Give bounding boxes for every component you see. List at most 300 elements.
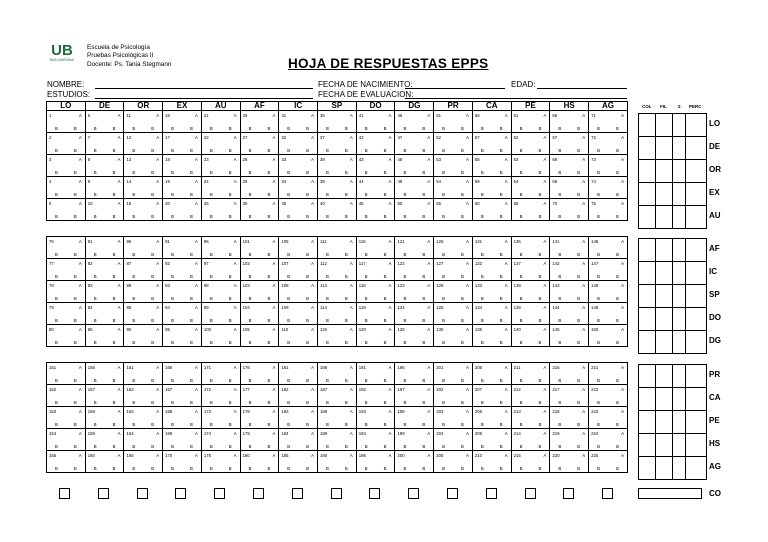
option-b[interactable]: B — [597, 466, 600, 471]
score-cell[interactable] — [686, 331, 707, 354]
score-cell[interactable] — [673, 114, 686, 137]
option-b[interactable]: B — [190, 422, 193, 427]
option-b[interactable]: B — [306, 378, 310, 383]
option-a[interactable]: A — [427, 113, 431, 118]
option-b[interactable]: B — [519, 422, 523, 427]
option-b[interactable]: B — [93, 444, 97, 449]
answer-cell[interactable] — [47, 363, 86, 385]
option-a[interactable]: A — [117, 283, 121, 288]
option-b[interactable]: B — [558, 274, 562, 279]
answer-cell[interactable] — [511, 451, 550, 473]
option-b[interactable]: B — [577, 126, 581, 131]
option-a[interactable]: A — [427, 283, 431, 288]
option-a[interactable]: A — [156, 365, 160, 370]
option-b[interactable]: B — [616, 148, 619, 153]
option-b[interactable]: B — [209, 214, 213, 219]
option-a[interactable]: A — [156, 453, 160, 458]
option-a[interactable]: A — [388, 135, 392, 140]
option-b[interactable]: B — [93, 214, 97, 219]
option-a[interactable]: A — [388, 387, 392, 392]
option-a[interactable]: A — [195, 365, 198, 370]
option-a[interactable]: A — [466, 431, 469, 436]
option-b[interactable]: B — [403, 400, 407, 405]
option-b[interactable]: B — [616, 400, 619, 405]
option-b[interactable]: B — [267, 340, 271, 345]
answer-cell[interactable] — [472, 133, 511, 155]
answer-cell[interactable] — [511, 199, 550, 221]
option-b[interactable]: B — [93, 422, 97, 427]
option-b[interactable]: B — [306, 274, 310, 279]
option-a[interactable]: A — [233, 157, 237, 162]
answer-cell[interactable] — [201, 199, 240, 221]
score-cell[interactable] — [639, 331, 656, 354]
option-a[interactable]: A — [311, 201, 315, 206]
answer-cell[interactable] — [47, 199, 86, 221]
score-cell[interactable] — [686, 239, 707, 262]
answer-cell[interactable] — [279, 259, 318, 281]
answer-cell[interactable] — [318, 155, 357, 177]
option-b[interactable]: B — [461, 192, 464, 197]
answer-cell[interactable] — [279, 111, 318, 133]
option-a[interactable]: A — [388, 453, 392, 458]
option-b[interactable]: B — [422, 296, 426, 301]
answer-cell[interactable] — [240, 155, 279, 177]
option-b[interactable]: B — [461, 466, 464, 471]
score-cell[interactable] — [673, 457, 686, 480]
option-b[interactable]: B — [422, 422, 426, 427]
option-b[interactable]: B — [519, 400, 523, 405]
option-a[interactable]: A — [117, 113, 121, 118]
score-cell[interactable] — [673, 434, 686, 457]
option-a[interactable]: A — [582, 431, 586, 436]
option-b[interactable]: B — [577, 400, 581, 405]
option-b[interactable]: B — [616, 378, 619, 383]
answer-cell[interactable] — [201, 155, 240, 177]
option-b[interactable]: B — [364, 274, 368, 279]
option-b[interactable]: B — [538, 378, 542, 383]
answer-cell[interactable] — [240, 281, 279, 303]
option-b[interactable]: B — [73, 126, 77, 131]
option-a[interactable]: A — [272, 453, 276, 458]
score-cell[interactable] — [673, 206, 686, 229]
option-a[interactable]: A — [195, 157, 198, 162]
option-b[interactable]: B — [54, 126, 58, 131]
option-b[interactable]: B — [287, 340, 291, 345]
option-b[interactable]: B — [228, 126, 232, 131]
answer-cell[interactable] — [85, 325, 124, 347]
answer-cell[interactable] — [356, 281, 395, 303]
option-b[interactable]: B — [228, 340, 232, 345]
score-cell[interactable] — [656, 457, 673, 480]
option-a[interactable]: A — [466, 261, 469, 266]
answer-cell[interactable] — [511, 363, 550, 385]
option-b[interactable]: B — [597, 274, 600, 279]
option-b[interactable]: B — [538, 170, 542, 175]
consistency-total-box[interactable] — [638, 488, 702, 499]
option-b[interactable]: B — [538, 422, 542, 427]
score-cell[interactable] — [686, 285, 707, 308]
option-b[interactable]: B — [248, 148, 252, 153]
option-b[interactable]: B — [616, 274, 619, 279]
option-b[interactable]: B — [248, 214, 252, 219]
answer-cell[interactable] — [47, 259, 86, 281]
option-a[interactable]: A — [582, 179, 586, 184]
option-b[interactable]: B — [54, 192, 58, 197]
option-b[interactable]: B — [54, 170, 58, 175]
option-b[interactable]: B — [616, 252, 619, 257]
option-b[interactable]: B — [248, 378, 252, 383]
option-a[interactable]: A — [388, 305, 392, 310]
option-b[interactable]: B — [54, 318, 58, 323]
option-b[interactable]: B — [616, 422, 619, 427]
option-a[interactable]: A — [349, 387, 353, 392]
option-a[interactable]: A — [582, 365, 586, 370]
answer-cell[interactable] — [472, 155, 511, 177]
option-b[interactable]: B — [480, 296, 484, 301]
answer-cell[interactable] — [356, 325, 395, 347]
option-b[interactable]: B — [461, 340, 464, 345]
option-b[interactable]: B — [151, 400, 155, 405]
answer-cell[interactable] — [589, 259, 628, 281]
answer-cell[interactable] — [85, 451, 124, 473]
answer-cell[interactable] — [124, 429, 163, 451]
answer-cell[interactable] — [356, 111, 395, 133]
option-b[interactable]: B — [228, 214, 232, 219]
option-b[interactable]: B — [499, 214, 503, 219]
option-b[interactable]: B — [54, 252, 58, 257]
answer-cell[interactable] — [201, 363, 240, 385]
score-cell[interactable] — [673, 388, 686, 411]
option-b[interactable]: B — [480, 170, 484, 175]
answer-cell[interactable] — [85, 111, 124, 133]
score-cell[interactable] — [656, 183, 673, 206]
answer-cell[interactable] — [47, 155, 86, 177]
score-cell[interactable] — [656, 308, 673, 331]
score-cell[interactable] — [686, 365, 707, 388]
option-b[interactable]: B — [209, 444, 213, 449]
option-b[interactable]: B — [267, 400, 271, 405]
option-b[interactable]: B — [558, 422, 562, 427]
answer-cell[interactable] — [318, 303, 357, 325]
option-b[interactable]: B — [403, 274, 407, 279]
option-b[interactable]: B — [171, 214, 175, 219]
option-b[interactable]: B — [442, 192, 446, 197]
answer-cell[interactable] — [356, 259, 395, 281]
option-b[interactable]: B — [248, 192, 252, 197]
option-a[interactable]: A — [311, 261, 315, 266]
option-a[interactable]: A — [156, 179, 160, 184]
answer-cell[interactable] — [356, 303, 395, 325]
option-a[interactable]: A — [311, 431, 315, 436]
option-b[interactable]: B — [480, 422, 484, 427]
answer-cell[interactable] — [124, 111, 163, 133]
option-a[interactable]: A — [272, 283, 276, 288]
option-b[interactable]: B — [403, 214, 407, 219]
answer-cell[interactable] — [589, 385, 628, 407]
option-b[interactable]: B — [422, 466, 426, 471]
answer-cell[interactable] — [240, 259, 279, 281]
answer-cell[interactable] — [47, 407, 86, 429]
option-b[interactable]: B — [209, 126, 213, 131]
answer-cell[interactable] — [395, 155, 434, 177]
score-cell[interactable] — [656, 114, 673, 137]
option-b[interactable]: B — [597, 296, 600, 301]
option-b[interactable]: B — [151, 296, 155, 301]
option-b[interactable]: B — [519, 126, 523, 131]
option-a[interactable]: A — [504, 453, 508, 458]
option-b[interactable]: B — [577, 214, 581, 219]
option-b[interactable]: B — [383, 126, 387, 131]
option-b[interactable]: B — [461, 422, 464, 427]
option-b[interactable]: B — [442, 126, 446, 131]
option-b[interactable]: B — [132, 466, 136, 471]
option-a[interactable]: A — [349, 365, 353, 370]
option-b[interactable]: B — [442, 422, 446, 427]
option-b[interactable]: B — [287, 214, 291, 219]
option-b[interactable]: B — [403, 422, 407, 427]
option-b[interactable]: B — [248, 400, 252, 405]
option-b[interactable]: B — [344, 296, 348, 301]
option-b[interactable]: B — [442, 170, 446, 175]
option-a[interactable]: A — [543, 113, 547, 118]
answer-cell[interactable] — [318, 133, 357, 155]
answer-cell[interactable] — [472, 429, 511, 451]
consistency-box[interactable] — [602, 488, 613, 499]
option-b[interactable]: B — [73, 444, 77, 449]
option-b[interactable]: B — [480, 192, 484, 197]
option-b[interactable]: B — [93, 400, 97, 405]
score-cell[interactable] — [673, 411, 686, 434]
option-b[interactable]: B — [480, 252, 484, 257]
answer-cell[interactable] — [163, 407, 202, 429]
answer-cell[interactable] — [47, 177, 86, 199]
option-a[interactable]: A — [388, 261, 392, 266]
option-b[interactable]: B — [209, 466, 213, 471]
option-b[interactable]: B — [480, 318, 484, 323]
score-cell[interactable] — [673, 331, 686, 354]
consistency-box[interactable] — [525, 488, 536, 499]
option-b[interactable]: B — [461, 378, 464, 383]
option-a[interactable]: A — [504, 327, 508, 332]
option-a[interactable]: A — [543, 283, 547, 288]
option-a[interactable]: A — [621, 327, 624, 332]
option-a[interactable]: A — [156, 409, 160, 414]
answer-cell[interactable] — [434, 177, 473, 199]
option-a[interactable]: A — [543, 135, 547, 140]
option-b[interactable]: B — [577, 148, 581, 153]
option-b[interactable]: B — [616, 214, 619, 219]
option-b[interactable]: B — [538, 214, 542, 219]
option-a[interactable]: A — [349, 261, 353, 266]
option-b[interactable]: B — [499, 126, 503, 131]
answer-cell[interactable] — [511, 303, 550, 325]
option-b[interactable]: B — [73, 296, 77, 301]
option-a[interactable]: A — [621, 453, 624, 458]
option-a[interactable]: A — [621, 239, 624, 244]
answer-cell[interactable] — [163, 155, 202, 177]
option-b[interactable]: B — [519, 148, 523, 153]
option-b[interactable]: B — [267, 148, 271, 153]
option-b[interactable]: B — [616, 444, 619, 449]
answer-cell[interactable] — [85, 407, 124, 429]
answer-cell[interactable] — [47, 303, 86, 325]
option-a[interactable]: A — [349, 113, 353, 118]
answer-cell[interactable] — [589, 155, 628, 177]
option-b[interactable]: B — [151, 422, 155, 427]
consistency-box[interactable] — [137, 488, 148, 499]
option-a[interactable]: A — [504, 201, 508, 206]
answer-cell[interactable] — [318, 451, 357, 473]
fecha-nacimiento-field[interactable] — [405, 88, 505, 89]
option-b[interactable]: B — [403, 466, 407, 471]
option-a[interactable]: A — [195, 113, 198, 118]
consistency-box[interactable] — [98, 488, 109, 499]
option-b[interactable]: B — [54, 214, 58, 219]
answer-cell[interactable] — [163, 451, 202, 473]
option-b[interactable]: B — [383, 214, 387, 219]
answer-cell[interactable] — [395, 385, 434, 407]
option-b[interactable]: B — [480, 400, 484, 405]
option-b[interactable]: B — [132, 378, 136, 383]
option-a[interactable]: A — [233, 305, 237, 310]
option-b[interactable]: B — [442, 318, 446, 323]
score-cell[interactable] — [686, 434, 707, 457]
option-a[interactable]: A — [543, 179, 547, 184]
score-cell[interactable] — [673, 308, 686, 331]
answer-cell[interactable] — [550, 237, 589, 259]
option-b[interactable]: B — [577, 422, 581, 427]
answer-cell[interactable] — [395, 133, 434, 155]
answer-cell[interactable] — [201, 177, 240, 199]
option-a[interactable]: A — [543, 387, 547, 392]
option-a[interactable]: A — [543, 327, 547, 332]
score-cell[interactable] — [656, 206, 673, 229]
option-a[interactable]: A — [466, 387, 469, 392]
option-b[interactable]: B — [519, 340, 523, 345]
answer-cell[interactable] — [434, 429, 473, 451]
option-b[interactable]: B — [171, 252, 175, 257]
option-b[interactable]: B — [267, 214, 271, 219]
option-b[interactable]: B — [112, 252, 116, 257]
consistency-box[interactable] — [214, 488, 225, 499]
answer-cell[interactable] — [201, 281, 240, 303]
option-a[interactable]: A — [272, 327, 276, 332]
answer-cell[interactable] — [550, 199, 589, 221]
option-a[interactable]: A — [78, 135, 82, 140]
answer-cell[interactable] — [279, 177, 318, 199]
option-b[interactable]: B — [132, 170, 136, 175]
option-b[interactable]: B — [480, 148, 484, 153]
option-b[interactable]: B — [326, 170, 329, 175]
score-cell[interactable] — [686, 411, 707, 434]
option-b[interactable]: B — [132, 318, 136, 323]
option-b[interactable]: B — [267, 252, 271, 257]
option-b[interactable]: B — [248, 296, 252, 301]
option-a[interactable]: A — [156, 305, 160, 310]
option-b[interactable]: B — [171, 422, 175, 427]
option-b[interactable]: B — [267, 378, 271, 383]
option-b[interactable]: B — [519, 274, 523, 279]
score-cell[interactable] — [656, 331, 673, 354]
option-b[interactable]: B — [558, 214, 562, 219]
option-b[interactable]: B — [54, 422, 58, 427]
edad-field[interactable] — [537, 88, 627, 89]
answer-cell[interactable] — [550, 177, 589, 199]
option-a[interactable]: A — [195, 431, 198, 436]
answer-cell[interactable] — [47, 429, 86, 451]
answer-cell[interactable] — [124, 385, 163, 407]
option-b[interactable]: B — [364, 378, 368, 383]
option-b[interactable]: B — [383, 340, 387, 345]
option-a[interactable]: A — [195, 305, 198, 310]
option-b[interactable]: B — [112, 422, 116, 427]
option-b[interactable]: B — [306, 340, 310, 345]
option-b[interactable]: B — [558, 378, 562, 383]
option-b[interactable]: B — [306, 252, 310, 257]
option-a[interactable]: A — [233, 135, 237, 140]
answer-cell[interactable] — [85, 237, 124, 259]
option-a[interactable]: A — [621, 261, 624, 266]
answer-cell[interactable] — [201, 111, 240, 133]
option-a[interactable]: A — [233, 179, 237, 184]
option-b[interactable]: B — [461, 148, 464, 153]
option-a[interactable]: A — [427, 431, 431, 436]
option-b[interactable]: B — [190, 252, 193, 257]
option-b[interactable]: B — [326, 444, 329, 449]
option-a[interactable]: A — [117, 135, 121, 140]
option-b[interactable]: B — [73, 400, 77, 405]
score-cell[interactable] — [673, 262, 686, 285]
option-a[interactable]: A — [582, 201, 586, 206]
option-a[interactable]: A — [504, 409, 508, 414]
score-cell[interactable] — [656, 411, 673, 434]
option-a[interactable]: A — [117, 365, 121, 370]
answer-cell[interactable] — [472, 281, 511, 303]
option-b[interactable]: B — [499, 466, 503, 471]
option-b[interactable]: B — [267, 296, 271, 301]
answer-cell[interactable] — [85, 133, 124, 155]
option-b[interactable]: B — [132, 274, 136, 279]
option-b[interactable]: B — [558, 296, 562, 301]
option-a[interactable]: A — [582, 409, 586, 414]
answer-cell[interactable] — [85, 155, 124, 177]
option-b[interactable]: B — [190, 318, 193, 323]
option-b[interactable]: B — [171, 400, 175, 405]
option-b[interactable]: B — [287, 252, 291, 257]
option-b[interactable]: B — [422, 400, 426, 405]
option-b[interactable]: B — [267, 318, 271, 323]
option-b[interactable]: B — [422, 340, 426, 345]
option-b[interactable]: B — [577, 318, 581, 323]
answer-cell[interactable] — [356, 363, 395, 385]
answer-cell[interactable] — [589, 451, 628, 473]
option-a[interactable]: A — [78, 453, 82, 458]
option-b[interactable]: B — [442, 466, 446, 471]
option-a[interactable]: A — [156, 135, 160, 140]
option-a[interactable]: A — [466, 157, 469, 162]
option-b[interactable]: B — [248, 252, 252, 257]
answer-cell[interactable] — [163, 199, 202, 221]
option-a[interactable]: A — [388, 113, 392, 118]
option-a[interactable]: A — [195, 239, 198, 244]
answer-cell[interactable] — [124, 259, 163, 281]
option-a[interactable]: A — [388, 239, 392, 244]
answer-cell[interactable] — [240, 407, 279, 429]
option-a[interactable]: A — [78, 365, 82, 370]
option-a[interactable]: A — [117, 261, 121, 266]
answer-cell[interactable] — [240, 385, 279, 407]
option-a[interactable]: A — [621, 135, 624, 140]
